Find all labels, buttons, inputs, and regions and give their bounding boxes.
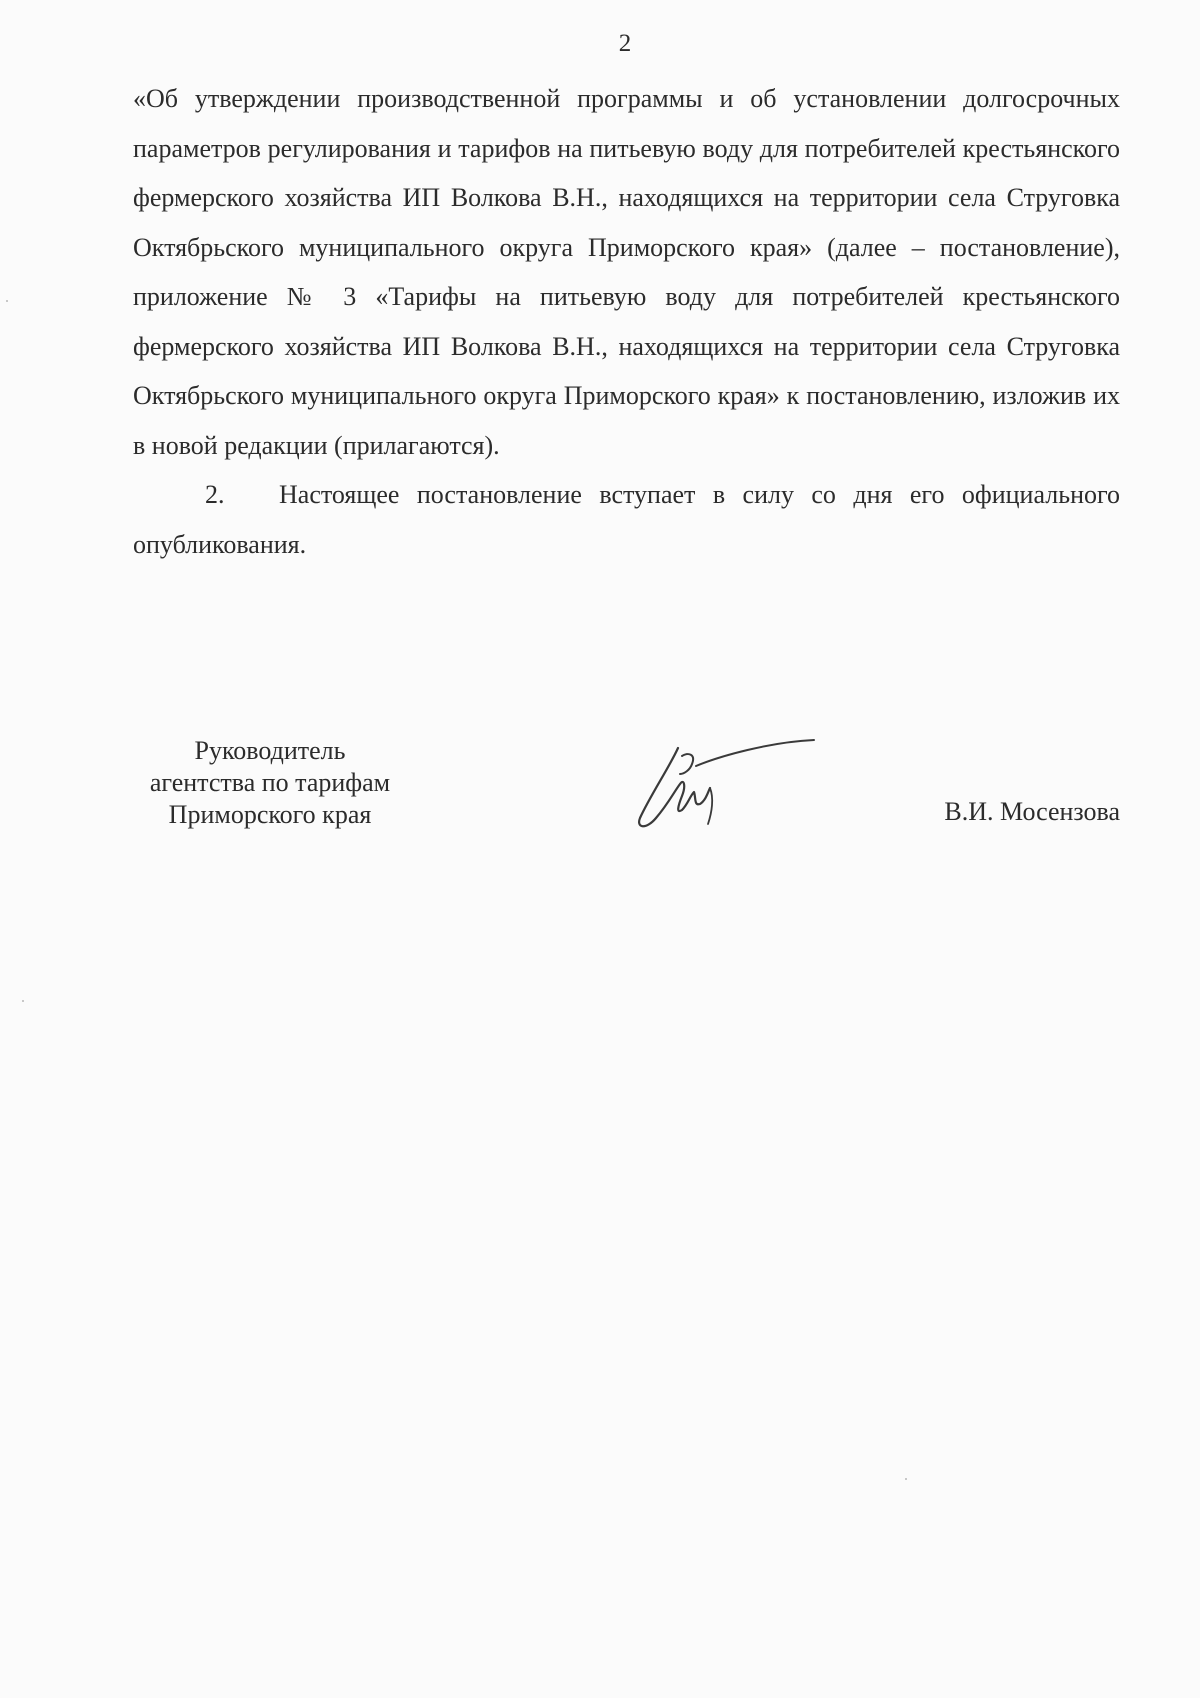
scan-artifact	[6, 300, 8, 302]
signatory-position	[120, 735, 420, 831]
page-number: 2	[618, 30, 632, 57]
position-line-3: Приморского края	[168, 800, 372, 829]
numbered-item-2	[133, 470, 1120, 569]
item-text: Настоящее постановление вступает в силу со дня его официального опубликования.	[133, 480, 1120, 559]
handwritten-signature	[630, 726, 830, 836]
document-body	[133, 74, 1120, 569]
position-line-1: Руководитель	[194, 736, 346, 765]
paragraph-continuation: «Об утверждении производственной программы и об установлении долгосрочных параметров регулирования и тарифов на питьевую воду для потребителей крестьянского фермерского хозяйства ИП Волкова В.Н., находящихся на территории села Струговка Октябрьского муниципального округа Приморского края» (далее – постановление), приложение № 3 «Тарифы на питьевую воду для потребителей крестьянского фермерского хозяйства ИП Волкова В.Н., находящихся на территории села Струговка Октябрьского муниципального округа Приморского края» к постановлению, изложив их в новой редакции (прилагаются).	[133, 84, 1120, 460]
scan-artifact	[22, 1000, 24, 1002]
scan-artifact	[905, 1478, 907, 1480]
signer-name: В.И. Мосензова	[944, 797, 1120, 826]
item-number: 2.	[205, 480, 225, 509]
position-line-2: агентства по тарифам	[149, 768, 391, 797]
